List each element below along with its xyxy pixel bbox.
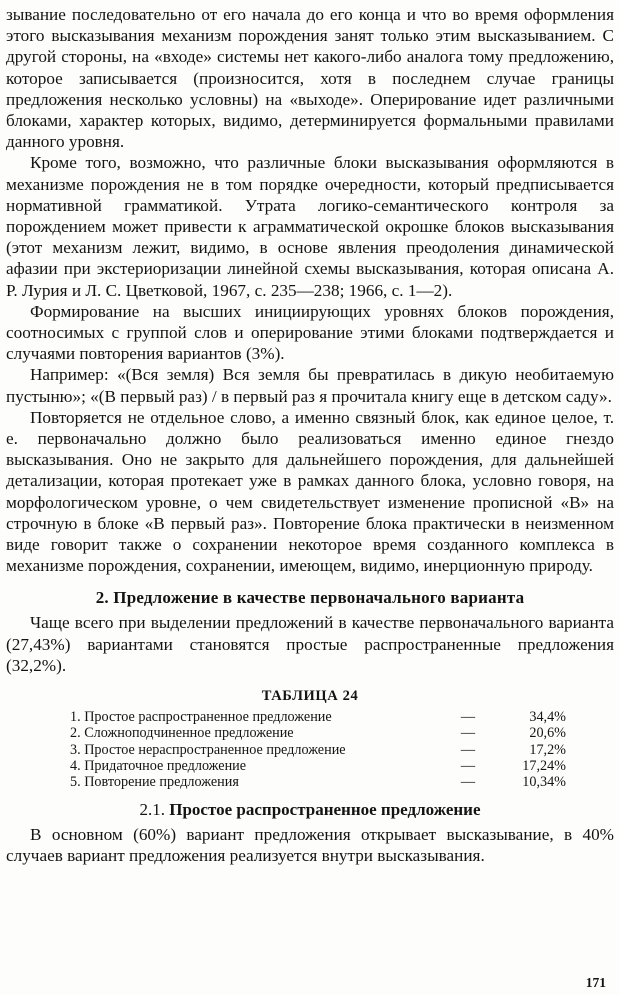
- table-24-title: ТАБЛИЦА 24: [261, 688, 359, 705]
- table-row: [70, 758, 566, 774]
- table-row-label: 5. Повторение предложения: [70, 773, 239, 790]
- paragraph-block-repetition: Повторяется не отдельное слово, а именно связный блок, как единое целое, т. е. первоначально должно было реализоваться именно единое гнездо высказывания. Оно не закрыто для дальнейшего порождения, для дальнейшей детализации, которая протекает уже в рамках данного блока, условно говоря, на морфологическом уровне, о чем свидетельствует изменение прописной «В» на строчную в блоке «В первый раз». Повторение блока практически в неизменном виде говорит также о сохранении некоторое время созданного комплекса в механизме порождения, сохранении, имеющем, видимо, инерционную природу.: [6, 407, 614, 576]
- table-row-value: 20,6%: [529, 725, 566, 742]
- paragraph-block-order: Кроме того, возможно, что различные блоки высказывания оформляются в механизме порождения не в том порядке очередности, который предписывается нормативной грамматикой. Утрата логико-семантического контроля за порождением может привести к аграмматической окрошке блоков высказывания (этот механизм лежит, видимо, в основе явления преодоления динамической афазии при экстериоризации линейной схемы высказывания, которая описана А. Р. Лурия и Л. С. Цветковой, 1967, с. 235—238; 1966, с. 1—2).: [6, 153, 614, 300]
- table-row-value: 17,2%: [529, 741, 566, 758]
- table-row-dash: —: [460, 741, 476, 758]
- table-row-dash: —: [460, 773, 476, 790]
- table-row: [70, 709, 566, 725]
- table-row-label: 1. Простое распространенное предложение: [70, 709, 332, 726]
- section-2-1-number: 2.1.: [139, 800, 165, 820]
- table-row-value: 10,34%: [522, 773, 566, 790]
- page-number: 171: [585, 975, 606, 990]
- table-row: [70, 725, 566, 741]
- table-row-dash: —: [460, 709, 476, 726]
- section-2-paragraph: Чаще всего при выделении предложений в качестве первоначального варианта (27,43%) вариантами становятся простые распространенные предложения (32,2%).: [6, 613, 614, 675]
- paragraph-continuation: зывание последовательно от его начала до его конца и что во время оформления этого высказывания механизм порождения занят только этим высказыванием. С другой стороны, на «входе» системы нет какого-либо аналога тому предложению, которое записывается (произносится, хотя в последнем случае границы предложения несколько условны) на «выходе». Оперирование идет различными блоками, характер которых, видимо, детерминируется формальными правилами данного уровня.: [6, 5, 614, 152]
- table-row-dash: —: [460, 757, 476, 774]
- paragraph-repetition-variants: Формирование на высших инициирующих уровнях блоков порождения, соотносимых с группой слов и оперирование этими блоками подтверждается и случаями повторения вариантов (3%).: [6, 301, 614, 364]
- table-24: [70, 709, 566, 790]
- section-2-1-paragraph: В основном (60%) вариант предложения открывает высказывание, в 40% случаев вариант предложения реализуется внутри высказывания.: [6, 825, 614, 866]
- table-row-value: 17,24%: [522, 757, 566, 774]
- table-row-value: 34,4%: [529, 709, 566, 726]
- table-row-dash: —: [460, 725, 476, 742]
- section-2-1-heading: [6, 800, 614, 820]
- table-row: [70, 742, 566, 758]
- table-row-label: 4. Придаточное предложение: [70, 757, 247, 774]
- paragraph-examples: Например: «(Вся земля) Вся земля бы превратилась в дикую необитаемую пустыню»; «(В первый раз) / в первый раз я прочитала книгу еще в детском саду».: [6, 365, 614, 406]
- table-row-label: 3. Простое нераспространенное предложение: [70, 741, 346, 758]
- table-row-label: 2. Сложноподчиненное предложение: [70, 725, 294, 742]
- table-row: [70, 774, 566, 790]
- section-2-heading: 2. Предложение в качестве первоначального варианта: [95, 588, 525, 608]
- section-2-1-title: Простое распространенное предложение: [169, 800, 481, 820]
